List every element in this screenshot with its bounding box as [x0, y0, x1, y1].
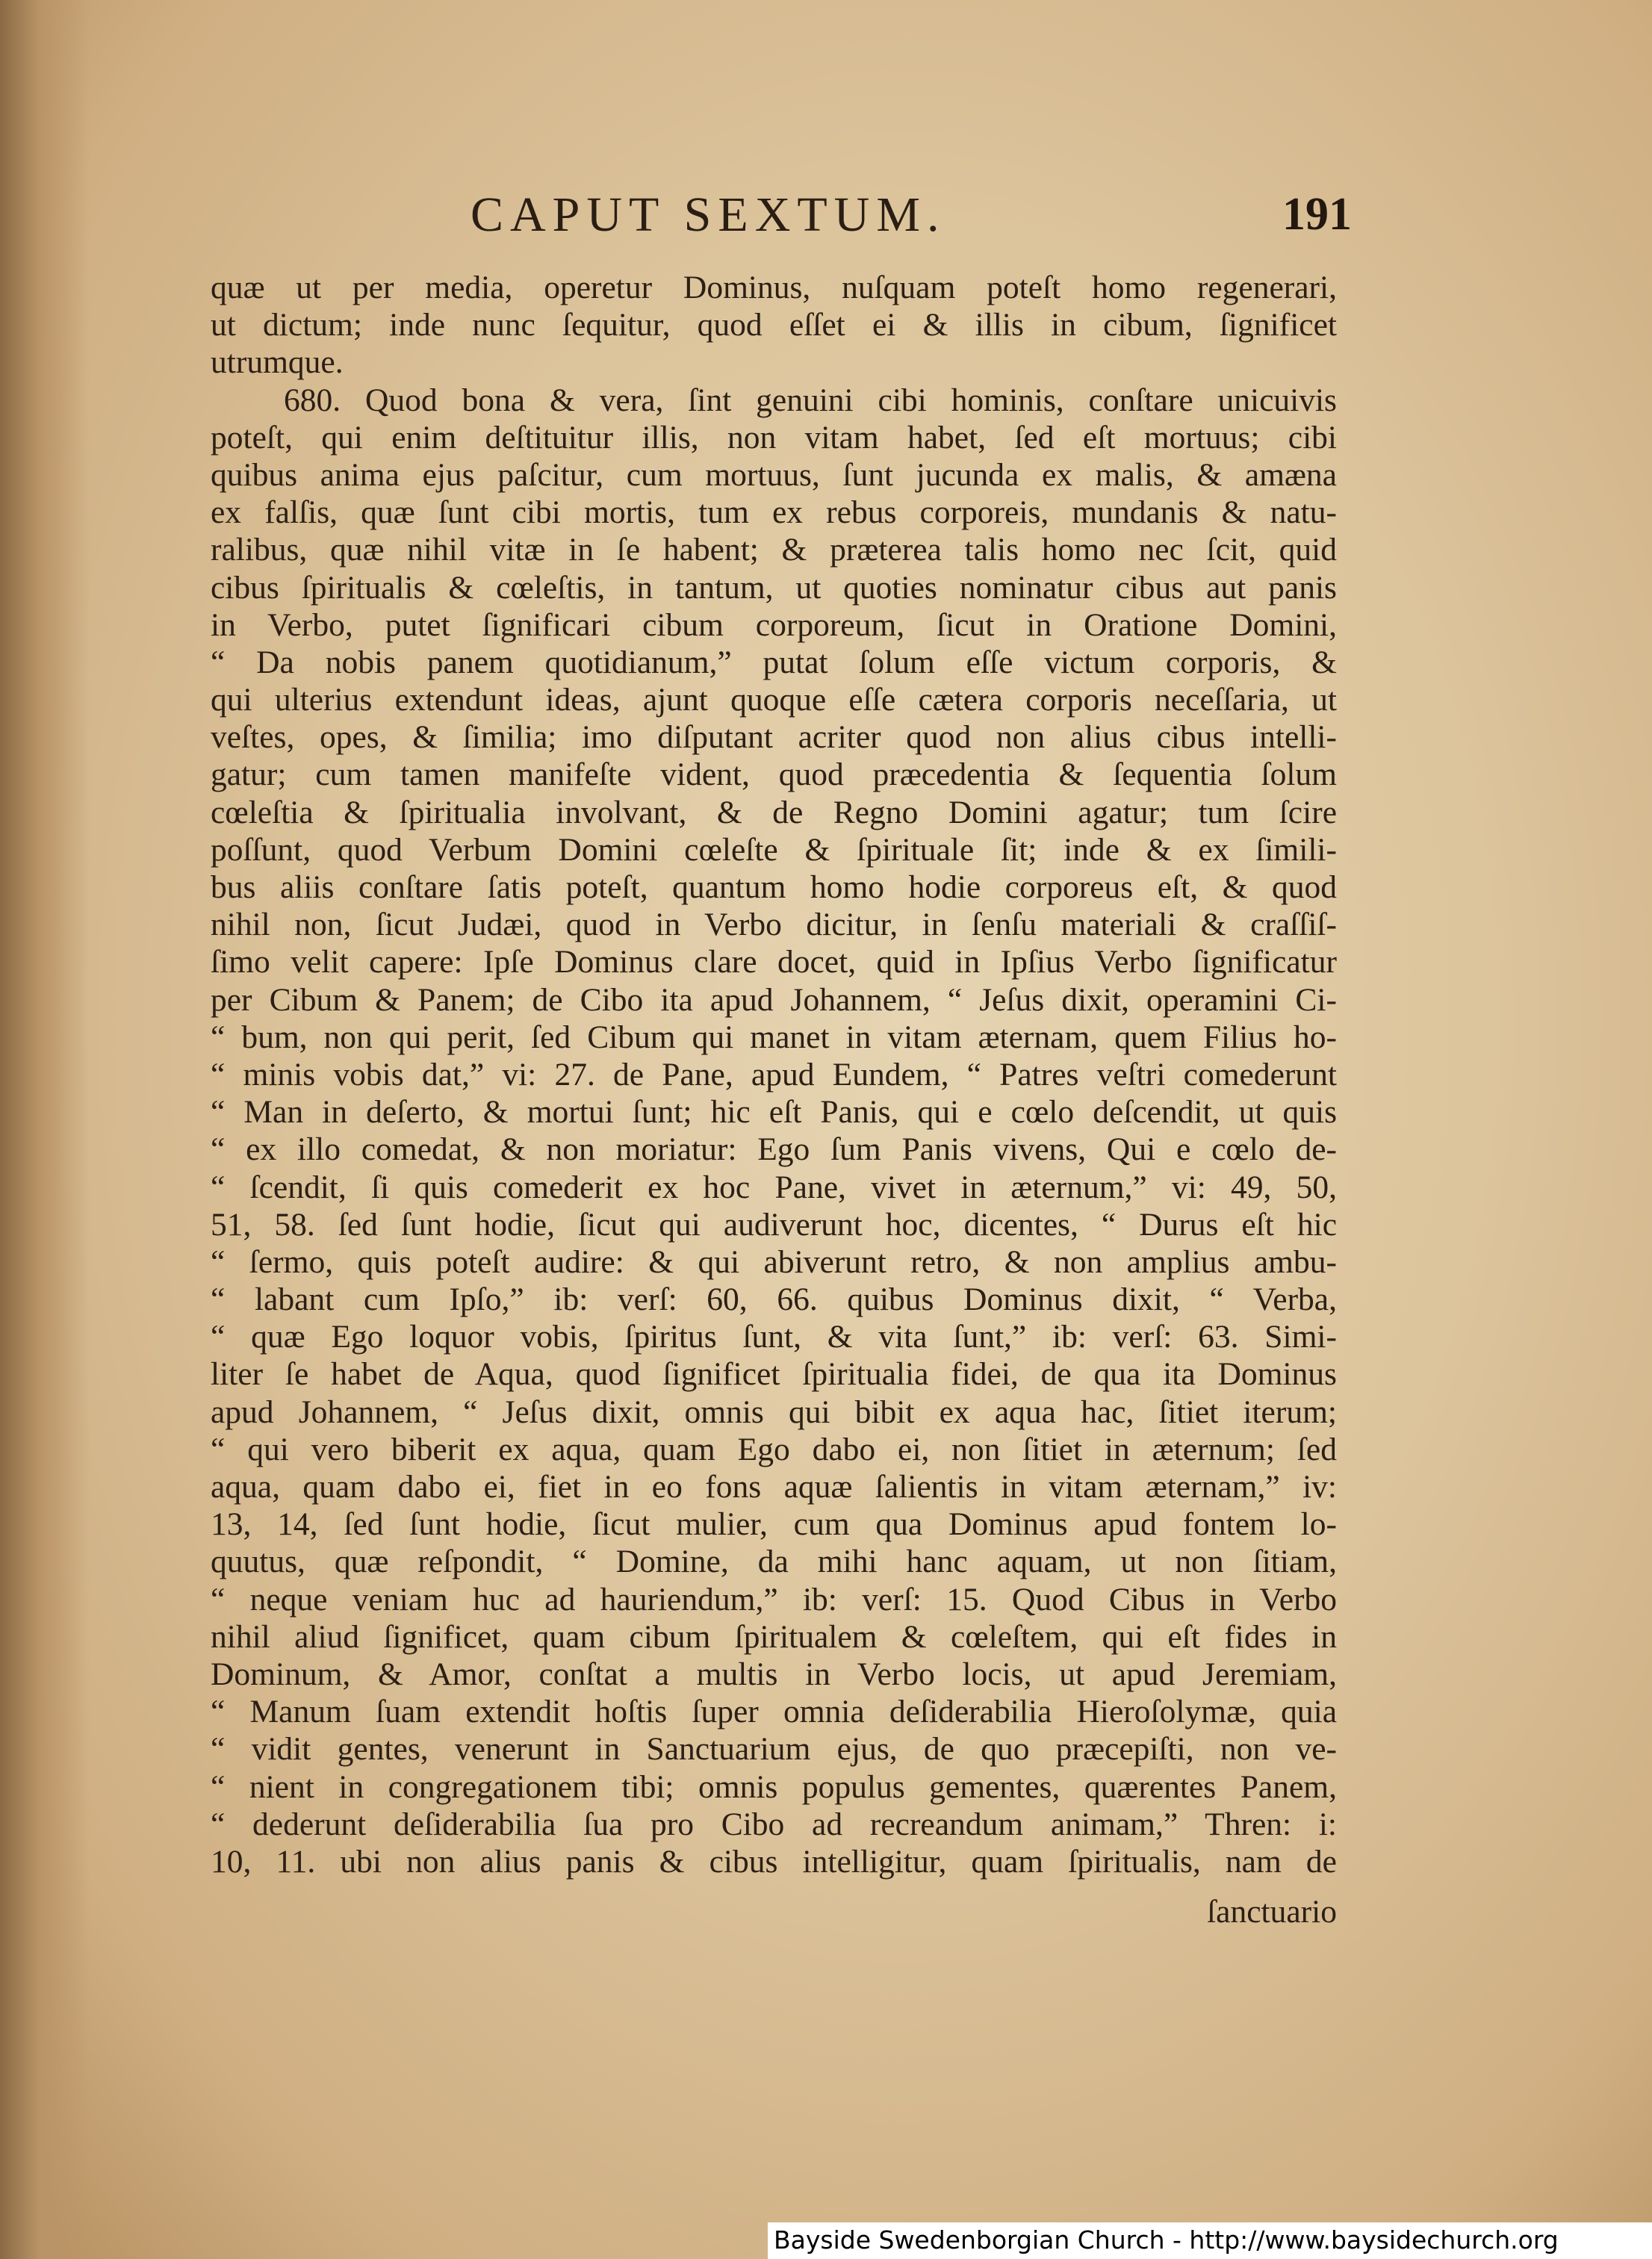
text-line: “ labant cum Ipſo,” ib: verſ: 60, 66. quibus Dominus dixit, “ Verba,	[211, 1281, 1337, 1318]
text-line: 10, 11. ubi non alius panis & cibus intelligitur, quam ſpiritualis, nam de	[211, 1843, 1337, 1880]
text-line: “ Manum ſuam extendit hoſtis ſuper omnia deſiderabilia Hieroſolymæ, quia	[211, 1694, 1337, 1730]
text-line: ſimo velit capere: Ipſe Dominus clare docet, quid in Ipſius Verbo ſignificatur	[211, 944, 1337, 981]
text-line: “ ſermo, quis poteſt audire: & qui abiverunt retro, & non amplius ambu-	[211, 1243, 1337, 1280]
text-line: “ Da nobis panem quotidianum,” putat ſolum eſſe victum corporis, &	[211, 644, 1337, 680]
footer-credit-banner	[768, 2222, 1652, 2259]
text-line: gatur; cum tamen manifeſte vident, quod præcedentia & ſequentia ſolum	[211, 756, 1337, 793]
text-line: veſtes, opes, & ſimilia; imo diſputant acriter quod non alius cibus intelli-	[211, 719, 1337, 756]
text-line: 13, 14, ſed ſunt hodie, ſicut mulier, cum qua Dominus apud fontem lo-	[211, 1506, 1337, 1543]
text-line: nihil non, ſicut Judæi, quod in Verbo dicitur, in ſenſu materiali & craſſiſ-	[211, 907, 1337, 943]
text-line: “ minis vobis dat,” vi: 27. de Pane, apud Eundem, “ Patres veſtri comederunt	[211, 1056, 1337, 1093]
text-line: apud Johannem, “ Jeſus dixit, omnis qui bibit ex aqua hac, ſitiet iterum;	[211, 1393, 1337, 1430]
text-line: ut dictum; inde nunc ſequitur, quod eſſet ei & illis in cibum, ſignificet	[211, 307, 1337, 344]
text-line: poſſunt, quod Verbum Domini cœleſte & ſpirituale ſit; inde & ex ſimili-	[211, 831, 1337, 868]
text-line: “ ex illo comedat, & non moriatur: Ego ſum Panis vivens, Qui e cœlo de-	[211, 1131, 1337, 1168]
text-line: “ dederunt deſiderabilia ſua pro Cibo ad recreandum animam,” Thren: i:	[211, 1806, 1337, 1842]
text-line: “ Man in deſerto, & mortui ſunt; hic eſt Panis, qui e cœlo deſcendit, ut quis	[211, 1094, 1337, 1131]
text-line: qui ulterius extendunt ideas, ajunt quoque eſſe cætera corporis neceſſaria, ut	[211, 682, 1337, 718]
text-line: utrumque.	[211, 344, 344, 381]
text-line: “ neque veniam huc ad hauriendum,” ib: verſ: 15. Quod Cibus in Verbo	[211, 1581, 1337, 1618]
text-line: in Verbo, putet ſignificari cibum corporeum, ſicut in Oratione Domini,	[211, 606, 1337, 643]
text-line: quibus anima ejus paſcitur, cum mortuus, ſunt jucunda ex malis, & amæna	[211, 456, 1337, 493]
page-header	[471, 187, 1352, 246]
body-text	[211, 269, 1337, 1880]
text-line: poteſt, qui enim deſtituitur illis, non vitam habet, ſed eſt mortuus; cibi	[211, 419, 1337, 456]
running-title: CAPUT SEXTUM.	[471, 187, 946, 242]
text-line: aqua, quam dabo ei, fiet in eo fons aquæ ſalientis in vitam æternam,” iv:	[211, 1469, 1337, 1505]
text-line: ralibus, quæ nihil vitæ in ſe habent; & præterea talis homo nec ſcit, quid	[211, 532, 1337, 568]
text-line: cœleſtia & ſpiritualia involvant, & de Regno Domini agatur; tum ſcire	[211, 794, 1337, 830]
text-line: per Cibum & Panem; de Cibo ita apud Johannem, “ Jeſus dixit, operamini Ci-	[211, 981, 1337, 1018]
text-line: “ qui vero biberit ex aqua, quam Ego dabo ei, non ſitiet in æternum; ſed	[211, 1431, 1337, 1467]
text-line: “ vidit gentes, venerunt in Sanctuarium ejus, de quo præcepiſti, non ve-	[211, 1731, 1337, 1768]
text-line: liter ſe habet de Aqua, quod ſignificet ſpiritualia fidei, de qua ita Dominus	[211, 1356, 1337, 1393]
text-line: quæ ut per media, operetur Dominus, nuſquam poteſt homo regenerari,	[211, 270, 1337, 305]
text-line: “ bum, non qui perit, ſed Cibum qui manet in vitam æternam, quem Filius ho-	[211, 1019, 1337, 1055]
text-line: “ ſcendit, ſi quis comederit ex hoc Pane, vivet in æternum,” vi: 49, 50,	[211, 1169, 1337, 1205]
text-line: Dominum, & Amor, conſtat a multis in Verbo locis, ut apud Jeremiam,	[211, 1656, 1337, 1692]
text-line: 51, 58. ſed ſunt hodie, ſicut qui audiverunt hoc, dicentes, “ Durus eſt hic	[211, 1206, 1337, 1243]
footer-credit-text: Bayside Swedenborgian Church - http://www.baysidechurch.org	[774, 2225, 1559, 2255]
text-line: nihil aliud ſignificet, quam cibum ſpiritualem & cœleſtem, qui eſt fides in	[211, 1618, 1337, 1655]
catchword: ſanctuario	[1207, 1894, 1337, 1930]
text-line: “ nient in congregationem tibi; omnis populus gementes, quærentes Panem,	[211, 1768, 1337, 1805]
text-line: “ quæ Ego loquor vobis, ſpiritus ſunt, & vita ſunt,” ib: verſ: 63. Simi-	[211, 1319, 1337, 1355]
text-line: bus aliis conſtare ſatis poteſt, quantum homo hodie corporeus eſt, & quod	[211, 869, 1337, 905]
text-line: cibus ſpiritualis & cœleſtis, in tantum, ut quoties nominatur cibus aut panis	[211, 569, 1337, 606]
page-number: 191	[1282, 189, 1352, 240]
text-line: ex falſis, quæ ſunt cibi mortis, tum ex rebus corporeis, mundanis & natu-	[211, 494, 1337, 531]
page-gutter-shadow	[0, 0, 90, 2259]
paragraph-680-start: 680. Quod bona & vera, ſint genuini cibi hominis, conſtare unicuivis	[284, 382, 1337, 418]
text-line: quutus, quæ reſpondit, “ Domine, da mihi hanc aquam, ut non ſitiam,	[211, 1544, 1337, 1580]
